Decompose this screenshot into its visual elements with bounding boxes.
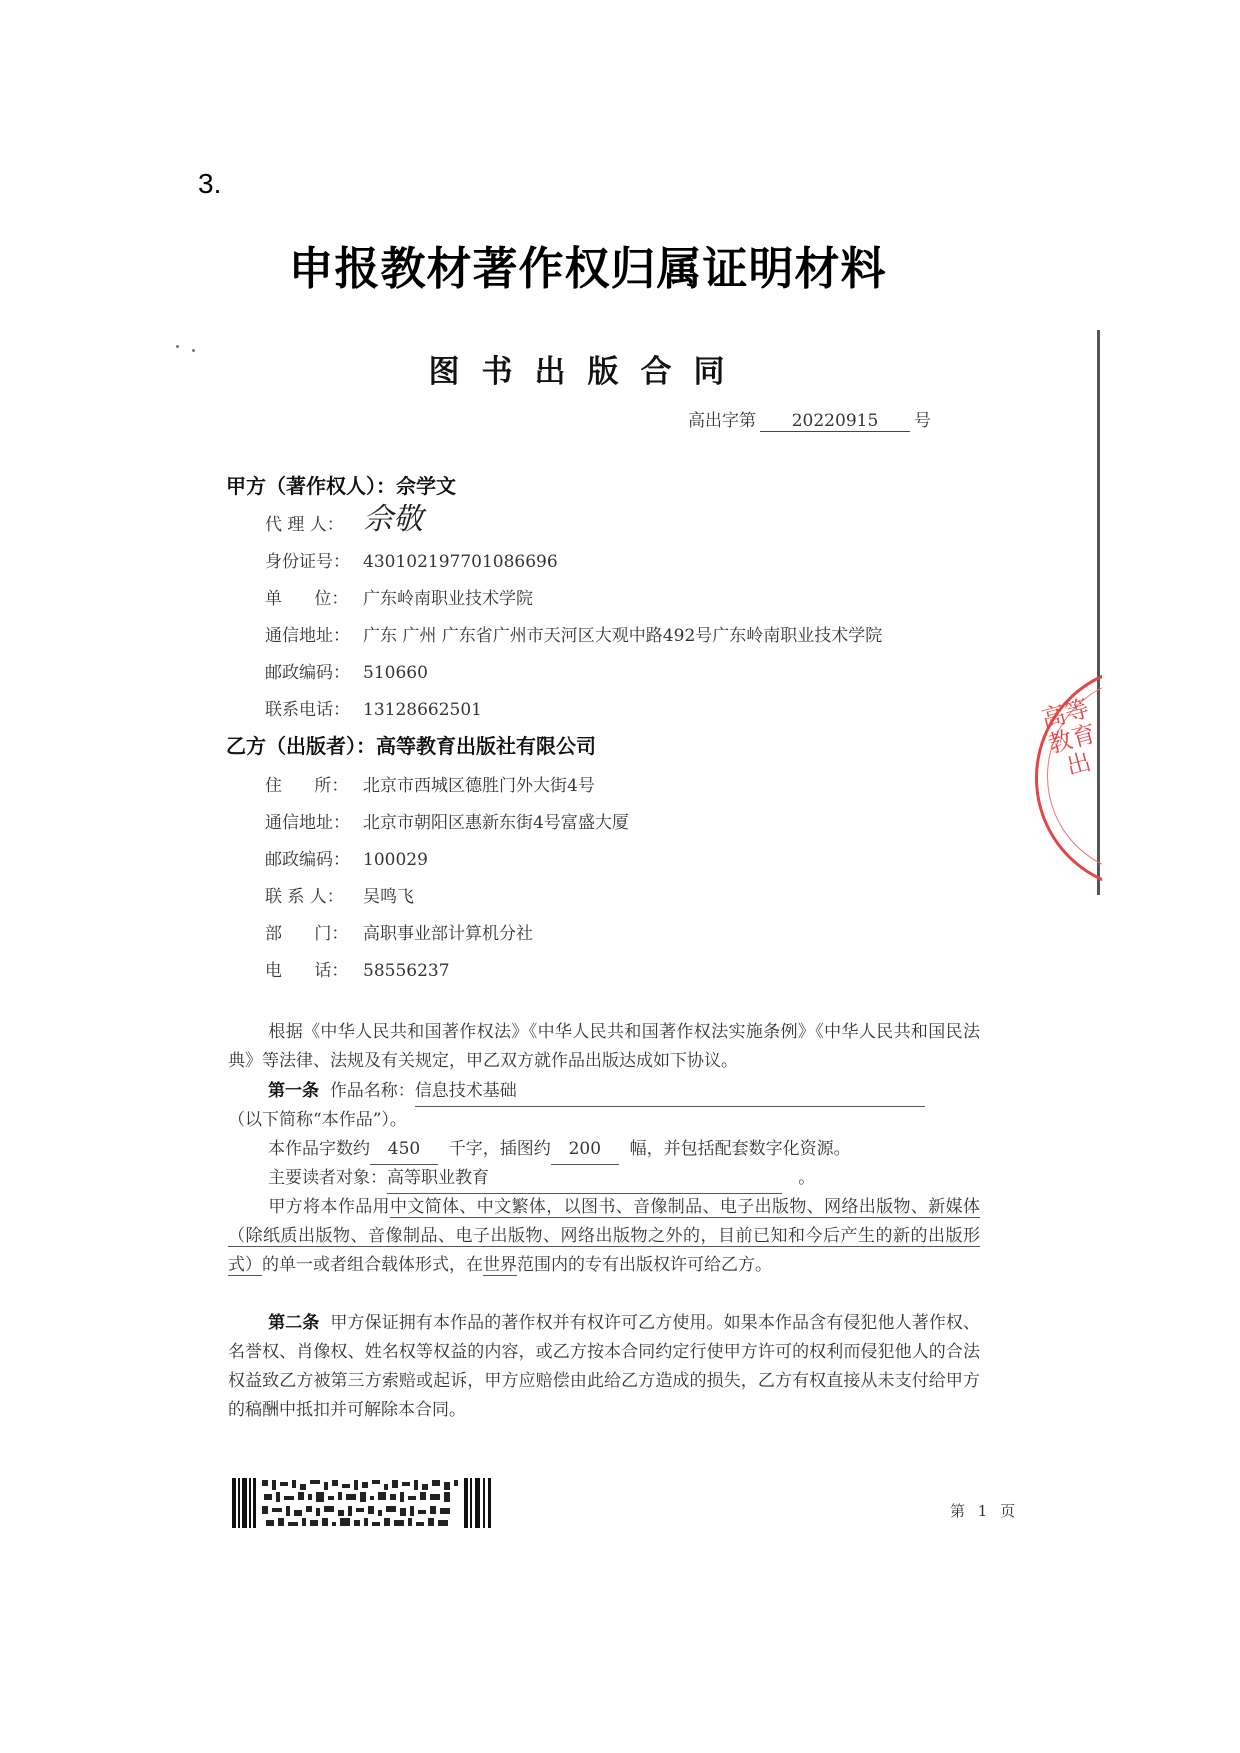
- id-value: 430102197701086696: [363, 552, 558, 572]
- contract-number-suffix: 号: [914, 411, 931, 431]
- postcode-label: 邮政编码：: [265, 850, 350, 870]
- id-label: 身份证号：: [265, 552, 350, 572]
- party-b-tel-row: [265, 956, 450, 981]
- party-a-unit-row: [265, 584, 533, 609]
- agent-label: 代 理 人：: [265, 515, 344, 535]
- contract-title: 图书出版合同: [428, 354, 747, 390]
- contract-number-prefix: 高出字第: [688, 411, 756, 431]
- article-2: [228, 1309, 980, 1425]
- scan-crop-mask: [1102, 640, 1240, 910]
- phone-value: 13128662501: [363, 700, 482, 720]
- page-number: 3.: [198, 168, 222, 199]
- residence-value: 北京市西城区德胜门外大街4号: [363, 776, 595, 796]
- agent-signature: 佘敬: [363, 502, 423, 537]
- publisher-seal-text: 高等教育出: [1038, 694, 1099, 781]
- address-label: 通信地址：: [265, 813, 350, 833]
- article-2-title: 第二条: [268, 1313, 320, 1333]
- phone-label: 联系电话：: [265, 700, 350, 720]
- grant-territory: 世界: [483, 1255, 517, 1275]
- contact-label: 联 系 人：: [265, 887, 344, 907]
- barcode-graphic: [232, 1478, 522, 1528]
- grant-forms: 中文简体、中文繁体，以图书、音像制品、电子出版物、网络出版物、新媒体（除纸质出版物、音像制品、电子出版物、网络出版物之外的，目前已知和今后产生的新的出版形式）: [228, 1197, 981, 1275]
- party-a-postcode-row: [265, 658, 428, 683]
- count-prefix: 本作品字数约: [268, 1139, 370, 1159]
- party-b-dept-row: [265, 919, 533, 944]
- count-mid: 千字，插图约: [448, 1139, 551, 1159]
- party-a-address-row: [265, 621, 882, 646]
- postcode-label: 邮政编码：: [265, 663, 350, 683]
- work-name-value: 信息技术基础: [415, 1077, 925, 1107]
- party-b-postcode-row: [265, 845, 428, 870]
- address-label: 通信地址：: [265, 626, 350, 646]
- residence-label: 住 所：: [265, 776, 349, 796]
- readers-value: 高等职业教育: [387, 1164, 782, 1194]
- party-a-heading: 甲方（著作权人）：佘学文: [226, 474, 456, 498]
- readers-end: 。: [798, 1168, 816, 1188]
- postcode-value: 100029: [363, 850, 428, 870]
- party-b-address-row: [265, 808, 629, 833]
- preamble-text: 根据《中华人民共和国著作权法》《中华人民共和国著作权法实施条例》《中华人民共和国民法典》等法律、法规及有关规定，甲乙双方就作品出版达成如下协议。: [228, 1022, 980, 1071]
- party-a-id-row: [265, 547, 558, 572]
- work-name-label: 作品名称：: [329, 1081, 415, 1101]
- postcode-value: 510660: [363, 663, 428, 683]
- dept-label: 部 门：: [265, 924, 349, 944]
- contact-value: 吴鸣飞: [363, 887, 414, 907]
- article-1-count-line: [228, 1135, 980, 1165]
- readers-label: 主要读者对象：: [268, 1168, 387, 1188]
- party-b-contact-row: [265, 882, 414, 907]
- contract-number: [688, 406, 931, 432]
- party-b-heading: 乙方（出版者）：高等教育出版社有限公司: [226, 734, 596, 758]
- grant-text-3: 范围内的专有出版权许可给乙方。: [517, 1255, 772, 1275]
- words-value: 450: [370, 1135, 438, 1165]
- tel-value: 58556237: [363, 961, 450, 981]
- article-1-name-line: [228, 1077, 980, 1107]
- article-1-readers-line: [228, 1164, 980, 1194]
- grant-text-1: 甲方将本作品用: [268, 1197, 390, 1217]
- article-1-abbr: （以下简称“本作品”）。: [228, 1110, 407, 1130]
- count-suffix: 幅，并包括配套数字化资源。: [629, 1139, 851, 1159]
- party-a-phone-row: [265, 695, 482, 720]
- address-value: 北京市朝阳区惠新东街4号富盛大厦: [363, 813, 629, 833]
- article-1-grant: [228, 1193, 980, 1280]
- contract-page-number: 第 1 页: [950, 1502, 1020, 1520]
- preamble: [228, 1018, 980, 1076]
- contract-number-value: 20220915: [760, 411, 910, 432]
- tel-label: 电 话：: [265, 961, 349, 981]
- article-2-text: 甲方保证拥有本作品的著作权并有权许可乙方使用。如果本作品含有侵犯他人著作权、名誉权、肖像权、姓名权等权益的内容，或乙方按本合同约定行使甲方许可的权利而侵犯他人的合法权益致乙方被第三方索赔或起诉，甲方应赔偿由此给乙方造成的损失，乙方有权直接从未支付给甲方的稿酬中抵扣并可解除本合同。: [228, 1313, 981, 1420]
- address-value: 广东 广州 广东省广州市天河区大观中路492号广东岭南职业技术学院: [363, 626, 883, 646]
- page-title: 申报教材著作权归属证明材料: [288, 242, 887, 295]
- party-b-residence-row: [265, 771, 595, 796]
- barcode: [232, 1478, 522, 1528]
- unit-label: 单 位：: [265, 589, 349, 609]
- party-a-agent-row: [265, 510, 363, 535]
- figures-value: 200: [551, 1135, 619, 1165]
- unit-value: 广东岭南职业技术学院: [363, 589, 533, 609]
- grant-text-2: 的单一或者组合载体形式，在: [262, 1255, 483, 1275]
- dept-value: 高职事业部计算机分社: [363, 924, 533, 944]
- article-1-title: 第一条: [268, 1081, 319, 1101]
